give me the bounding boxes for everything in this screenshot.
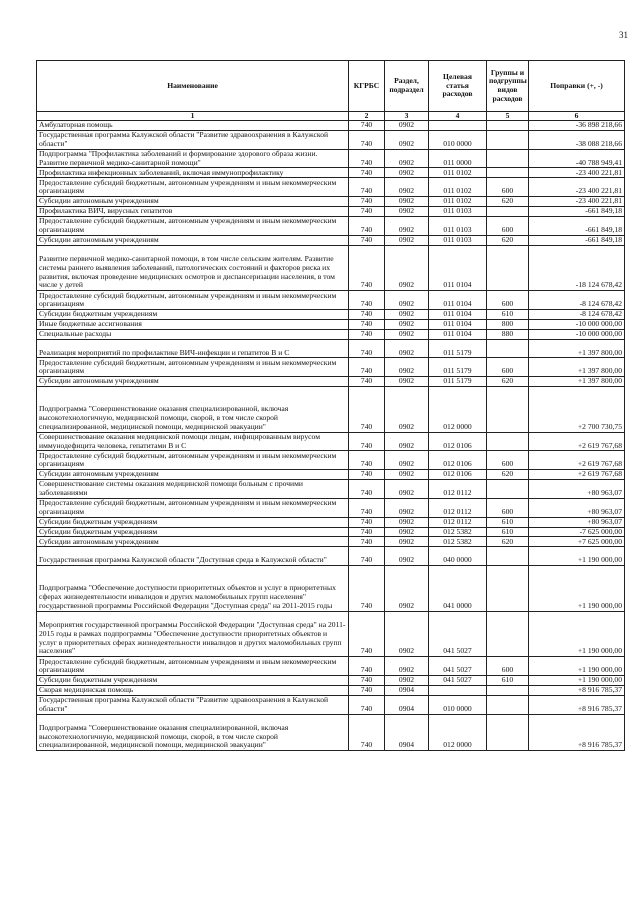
- row-kgrbs: 740: [349, 245, 385, 291]
- row-name: Предоставление субсидий бюджетным, автономным учреждениям и иным некоммерческим организациям: [37, 358, 349, 377]
- row-section: 0902: [385, 675, 429, 685]
- table-row: [37, 216, 625, 235]
- row-section: 0902: [385, 358, 429, 377]
- row-amendment: -7 625 000,00: [529, 527, 625, 537]
- row-target-article: 011 0103: [429, 207, 487, 217]
- row-kgrbs: 740: [349, 339, 385, 358]
- row-amendment: +1 397 800,00: [529, 339, 625, 358]
- row-amendment: -18 124 678,42: [529, 245, 625, 291]
- row-expense-group: [487, 566, 529, 612]
- row-amendment: +8 916 785,37: [529, 695, 625, 714]
- row-expense-group: 620: [487, 235, 529, 245]
- row-target-article: 012 0000: [429, 714, 487, 751]
- col-number: 5: [487, 112, 529, 121]
- row-section: 0904: [385, 685, 429, 695]
- row-section: 0902: [385, 197, 429, 207]
- row-section: 0902: [385, 149, 429, 168]
- row-expense-group: [487, 149, 529, 168]
- row-kgrbs: 740: [349, 178, 385, 197]
- row-section: 0902: [385, 235, 429, 245]
- row-name: Реализация мероприятий по профилактике ВИЧ-инфекции и гепатитов В и С: [37, 339, 349, 358]
- row-kgrbs: 740: [349, 197, 385, 207]
- row-expense-group: 600: [487, 451, 529, 470]
- row-amendment: -661 849,18: [529, 235, 625, 245]
- row-expense-group: [487, 685, 529, 695]
- row-name: Мероприятия государственной программы Российской Федерации "Доступная среда" на 2011-2015 годы в рамках подпрограммы "Обеспечение доступности приоритетных объектов и услуг в приоритетных сферах жизнедеятельности инвалидов и других маломобильных групп населения": [37, 611, 349, 657]
- table-row: [37, 566, 625, 612]
- column-number-row: [37, 112, 625, 121]
- row-name: Государственная программа Калужской области "Развитие здравоохранения в Калужской области": [37, 695, 349, 714]
- row-kgrbs: 740: [349, 319, 385, 329]
- row-section: 0902: [385, 547, 429, 566]
- table-row: [37, 339, 625, 358]
- col-number: 1: [37, 112, 349, 121]
- row-section: 0902: [385, 480, 429, 499]
- row-section: 0902: [385, 309, 429, 319]
- table-row: [37, 498, 625, 517]
- row-target-article: 011 0104: [429, 319, 487, 329]
- row-target-article: 012 0106: [429, 432, 487, 451]
- row-expense-group: 610: [487, 527, 529, 537]
- row-amendment: +2 700 730,75: [529, 387, 625, 433]
- row-section: 0902: [385, 611, 429, 657]
- table-row: [37, 675, 625, 685]
- row-expense-group: 800: [487, 319, 529, 329]
- row-kgrbs: 740: [349, 498, 385, 517]
- row-kgrbs: 740: [349, 432, 385, 451]
- row-target-article: 012 0000: [429, 387, 487, 433]
- row-target-article: 011 0103: [429, 216, 487, 235]
- row-amendment: +2 619 767,68: [529, 470, 625, 480]
- row-name: Предоставление субсидий бюджетным, автономным учреждениям и иным некоммерческим организациям: [37, 451, 349, 470]
- row-expense-group: [487, 121, 529, 131]
- row-name: Субсидии бюджетным учреждениям: [37, 309, 349, 319]
- row-amendment: -38 088 218,66: [529, 130, 625, 149]
- row-kgrbs: 740: [349, 387, 385, 433]
- row-target-article: 012 0112: [429, 480, 487, 499]
- row-section: 0902: [385, 387, 429, 433]
- row-name: Субсидии бюджетным учреждениям: [37, 527, 349, 537]
- row-name: Подпрограмма "Совершенствование оказания специализированной, включая высокотехнологичную, медицинской помощи, скорой, в том числе скорой специализированной, медицинской помощи, медицинской эвакуации": [37, 387, 349, 433]
- row-section: 0902: [385, 566, 429, 612]
- row-section: 0902: [385, 517, 429, 527]
- row-section: 0902: [385, 377, 429, 387]
- row-section: 0902: [385, 291, 429, 310]
- row-section: 0902: [385, 451, 429, 470]
- table-row: [37, 657, 625, 676]
- table-row: [37, 547, 625, 566]
- row-kgrbs: 740: [349, 517, 385, 527]
- table-row: [37, 685, 625, 695]
- row-target-article: 011 5179: [429, 358, 487, 377]
- row-name: Предоставление субсидий бюджетным, автономным учреждениям и иным некоммерческим организациям: [37, 216, 349, 235]
- row-name: Амбулаторная помощь: [37, 121, 349, 131]
- row-target-article: 041 5027: [429, 675, 487, 685]
- row-target-article: 011 5179: [429, 377, 487, 387]
- budget-amendments-table: [36, 60, 625, 751]
- table-row: [37, 695, 625, 714]
- row-section: 0902: [385, 470, 429, 480]
- header-amend: Поправки (+, -): [529, 61, 625, 112]
- table-row: [37, 432, 625, 451]
- row-expense-group: 610: [487, 675, 529, 685]
- table-row: [37, 387, 625, 433]
- row-amendment: -23 400 221,81: [529, 168, 625, 178]
- row-name: Подпрограмма "Профилактика заболеваний и формирование здорового образа жизни. Развитие первичной медико-санитарной помощи": [37, 149, 349, 168]
- row-expense-group: 610: [487, 517, 529, 527]
- row-expense-group: 600: [487, 178, 529, 197]
- row-amendment: +8 916 785,37: [529, 714, 625, 751]
- table-row: [37, 714, 625, 751]
- row-expense-group: [487, 339, 529, 358]
- row-expense-group: [487, 547, 529, 566]
- row-expense-group: 620: [487, 537, 529, 547]
- table-row: [37, 197, 625, 207]
- row-name: Субсидии бюджетным учреждениям: [37, 517, 349, 527]
- row-amendment: -10 000 000,00: [529, 319, 625, 329]
- row-target-article: 041 0000: [429, 566, 487, 612]
- row-expense-group: 620: [487, 470, 529, 480]
- row-amendment: -23 400 221,81: [529, 178, 625, 197]
- row-amendment: +1 190 000,00: [529, 611, 625, 657]
- row-kgrbs: 740: [349, 537, 385, 547]
- table-row: [37, 537, 625, 547]
- row-expense-group: [487, 480, 529, 499]
- row-name: Развитие первичной медико-санитарной помощи, в том числе сельским жителям. Развитие системы раннего выявления заболеваний, патологических состояний и факторов риска их развития, включая проведение медицинских осмотров и диспансеризации населения, в том числе у детей: [37, 245, 349, 291]
- table-row: [37, 291, 625, 310]
- row-section: 0902: [385, 168, 429, 178]
- row-target-article: 011 0104: [429, 329, 487, 339]
- row-kgrbs: 740: [349, 291, 385, 310]
- header-target: Целевая статья расходов: [429, 61, 487, 112]
- row-kgrbs: 740: [349, 657, 385, 676]
- row-name: Совершенствование системы оказания медицинской помощи больным с прочими заболеваниями: [37, 480, 349, 499]
- row-expense-group: 600: [487, 358, 529, 377]
- row-name: Государственная программа Калужской области "Доступная среда в Калужской области": [37, 547, 349, 566]
- row-name: Профилактика инфекционных заболеваний, включая иммунопрофилактику: [37, 168, 349, 178]
- table-row: [37, 611, 625, 657]
- row-target-article: 010 0000: [429, 130, 487, 149]
- row-name: Субсидии автономным учреждениям: [37, 537, 349, 547]
- row-name: Субсидии автономным учреждениям: [37, 377, 349, 387]
- row-kgrbs: 740: [349, 480, 385, 499]
- row-section: 0902: [385, 178, 429, 197]
- table-row: [37, 480, 625, 499]
- row-kgrbs: 740: [349, 149, 385, 168]
- row-expense-group: [487, 387, 529, 433]
- row-kgrbs: 740: [349, 216, 385, 235]
- row-expense-group: 620: [487, 197, 529, 207]
- row-section: 0902: [385, 527, 429, 537]
- row-name: Подпрограмма "Совершенствование оказания специализированной, включая высокотехнологичную, медицинской помощи, скорой, в том числе скорой специализированной, медицинской помощи, медицинской эвакуации": [37, 714, 349, 751]
- row-expense-group: 600: [487, 657, 529, 676]
- row-kgrbs: 740: [349, 470, 385, 480]
- row-expense-group: [487, 130, 529, 149]
- row-kgrbs: 740: [349, 675, 385, 685]
- row-kgrbs: 740: [349, 130, 385, 149]
- table-header-row: [37, 61, 625, 112]
- row-section: 0904: [385, 695, 429, 714]
- row-target-article: [429, 121, 487, 131]
- row-amendment: +80 963,07: [529, 480, 625, 499]
- table-row: [37, 245, 625, 291]
- row-target-article: 012 0106: [429, 451, 487, 470]
- row-kgrbs: 740: [349, 566, 385, 612]
- row-name: Субсидии автономным учреждениям: [37, 235, 349, 245]
- row-target-article: [429, 685, 487, 695]
- table-row: [37, 319, 625, 329]
- row-target-article: 041 5027: [429, 611, 487, 657]
- row-name: Предоставление субсидий бюджетным, автономным учреждениям и иным некоммерческим организациям: [37, 178, 349, 197]
- row-kgrbs: 740: [349, 168, 385, 178]
- table-row: [37, 527, 625, 537]
- col-number: 3: [385, 112, 429, 121]
- table-row: [37, 121, 625, 131]
- table-row: [37, 377, 625, 387]
- row-amendment: +80 963,07: [529, 517, 625, 527]
- row-target-article: 011 0102: [429, 168, 487, 178]
- row-expense-group: 600: [487, 216, 529, 235]
- row-target-article: 010 0000: [429, 695, 487, 714]
- row-expense-group: [487, 432, 529, 451]
- row-kgrbs: 740: [349, 695, 385, 714]
- row-kgrbs: 740: [349, 611, 385, 657]
- header-name: Наименование: [37, 61, 349, 112]
- row-name: Субсидии автономным учреждениям: [37, 470, 349, 480]
- row-kgrbs: 740: [349, 547, 385, 566]
- row-section: 0902: [385, 319, 429, 329]
- row-name: Субсидии бюджетным учреждениям: [37, 675, 349, 685]
- row-section: 0902: [385, 498, 429, 517]
- header-kgrbs: КГРБС: [349, 61, 385, 112]
- row-target-article: 011 0102: [429, 178, 487, 197]
- row-amendment: +1 190 000,00: [529, 675, 625, 685]
- row-amendment: -23 400 221,81: [529, 197, 625, 207]
- row-amendment: +1 397 800,00: [529, 358, 625, 377]
- row-target-article: 012 0112: [429, 517, 487, 527]
- table-row: [37, 178, 625, 197]
- row-kgrbs: 740: [349, 714, 385, 751]
- row-name: Специальные расходы: [37, 329, 349, 339]
- row-section: 0904: [385, 714, 429, 751]
- row-amendment: +7 625 000,00: [529, 537, 625, 547]
- row-kgrbs: 740: [349, 329, 385, 339]
- row-section: 0902: [385, 657, 429, 676]
- row-expense-group: [487, 611, 529, 657]
- row-expense-group: 880: [487, 329, 529, 339]
- row-name: Предоставление субсидий бюджетным, автономным учреждениям и иным некоммерческим организациям: [37, 291, 349, 310]
- row-section: 0902: [385, 432, 429, 451]
- row-target-article: 012 5382: [429, 537, 487, 547]
- row-target-article: 011 0104: [429, 291, 487, 310]
- row-kgrbs: 740: [349, 358, 385, 377]
- row-target-article: 011 0104: [429, 309, 487, 319]
- row-amendment: -10 000 000,00: [529, 329, 625, 339]
- row-name: Предоставление субсидий бюджетным, автономным учреждениям и иным некоммерческим организациям: [37, 498, 349, 517]
- row-target-article: 011 0102: [429, 197, 487, 207]
- col-number: 4: [429, 112, 487, 121]
- row-expense-group: [487, 695, 529, 714]
- row-name: Государственная программа Калужской области "Развитие здравоохранения в Калужской области": [37, 130, 349, 149]
- row-section: 0902: [385, 207, 429, 217]
- row-amendment: -8 124 678,42: [529, 309, 625, 319]
- table-row: [37, 168, 625, 178]
- row-expense-group: 620: [487, 377, 529, 387]
- row-amendment: -661 849,18: [529, 216, 625, 235]
- header-group: Группы и подгруппы видов расходов: [487, 61, 529, 112]
- row-kgrbs: 740: [349, 377, 385, 387]
- row-target-article: 040 0000: [429, 547, 487, 566]
- row-name: Скорая медицинская помощь: [37, 685, 349, 695]
- row-name: Профилактика ВИЧ, вирусных гепатитов: [37, 207, 349, 217]
- table-row: [37, 149, 625, 168]
- table-row: [37, 207, 625, 217]
- row-name: Субсидии автономным учреждениям: [37, 197, 349, 207]
- row-amendment: -8 124 678,42: [529, 291, 625, 310]
- row-amendment: +2 619 767,68: [529, 451, 625, 470]
- table-row: [37, 309, 625, 319]
- header-section: Раздел, подраздел: [385, 61, 429, 112]
- row-target-article: 011 0103: [429, 235, 487, 245]
- table-row: [37, 517, 625, 527]
- row-target-article: 012 0106: [429, 470, 487, 480]
- row-section: 0902: [385, 329, 429, 339]
- row-expense-group: [487, 168, 529, 178]
- row-amendment: +80 963,07: [529, 498, 625, 517]
- row-kgrbs: 740: [349, 235, 385, 245]
- row-expense-group: 600: [487, 498, 529, 517]
- table-row: [37, 451, 625, 470]
- row-name: Совершенствование оказания медицинской помощи лицам, инфицированным вирусом иммунодефицита человека, гепатитами В и С: [37, 432, 349, 451]
- row-amendment: -661 849,18: [529, 207, 625, 217]
- row-target-article: 011 0104: [429, 245, 487, 291]
- row-amendment: -36 898 218,66: [529, 121, 625, 131]
- row-target-article: 011 0000: [429, 149, 487, 168]
- row-target-article: 011 5179: [429, 339, 487, 358]
- row-section: 0902: [385, 216, 429, 235]
- row-kgrbs: 740: [349, 685, 385, 695]
- row-kgrbs: 740: [349, 309, 385, 319]
- row-target-article: 012 0112: [429, 498, 487, 517]
- row-amendment: +1 397 800,00: [529, 377, 625, 387]
- row-expense-group: [487, 207, 529, 217]
- page-number: 31: [619, 30, 628, 40]
- row-amendment: +2 619 767,68: [529, 432, 625, 451]
- row-expense-group: [487, 245, 529, 291]
- row-amendment: +1 190 000,00: [529, 547, 625, 566]
- row-amendment: +8 916 785,37: [529, 685, 625, 695]
- table-row: [37, 235, 625, 245]
- table-row: [37, 130, 625, 149]
- row-amendment: -40 788 949,41: [529, 149, 625, 168]
- row-section: 0902: [385, 121, 429, 131]
- col-number: 2: [349, 112, 385, 121]
- row-amendment: +1 190 000,00: [529, 566, 625, 612]
- row-expense-group: [487, 714, 529, 751]
- row-name: Предоставление субсидий бюджетным, автономным учреждениям и иным некоммерческим организациям: [37, 657, 349, 676]
- row-expense-group: 610: [487, 309, 529, 319]
- table-body: [37, 121, 625, 751]
- table-row: [37, 470, 625, 480]
- row-target-article: 041 5027: [429, 657, 487, 676]
- row-kgrbs: 740: [349, 451, 385, 470]
- row-section: 0902: [385, 245, 429, 291]
- row-section: 0902: [385, 130, 429, 149]
- row-name: Иные бюджетные ассигнования: [37, 319, 349, 329]
- row-kgrbs: 740: [349, 121, 385, 131]
- row-section: 0902: [385, 339, 429, 358]
- row-kgrbs: 740: [349, 207, 385, 217]
- row-kgrbs: 740: [349, 527, 385, 537]
- table-row: [37, 329, 625, 339]
- row-expense-group: 600: [487, 291, 529, 310]
- row-target-article: 012 5382: [429, 527, 487, 537]
- row-name: Подпрограмма "Обеспечение доступности приоритетных объектов и услуг в приоритетных сферах жизнедеятельности инвалидов и других маломобильных групп населения" государственной программы Российской Федерации "Доступная среда" на 2011-2015 годы: [37, 566, 349, 612]
- row-amendment: +1 190 000,00: [529, 657, 625, 676]
- row-section: 0902: [385, 537, 429, 547]
- col-number: 6: [529, 112, 625, 121]
- table-row: [37, 358, 625, 377]
